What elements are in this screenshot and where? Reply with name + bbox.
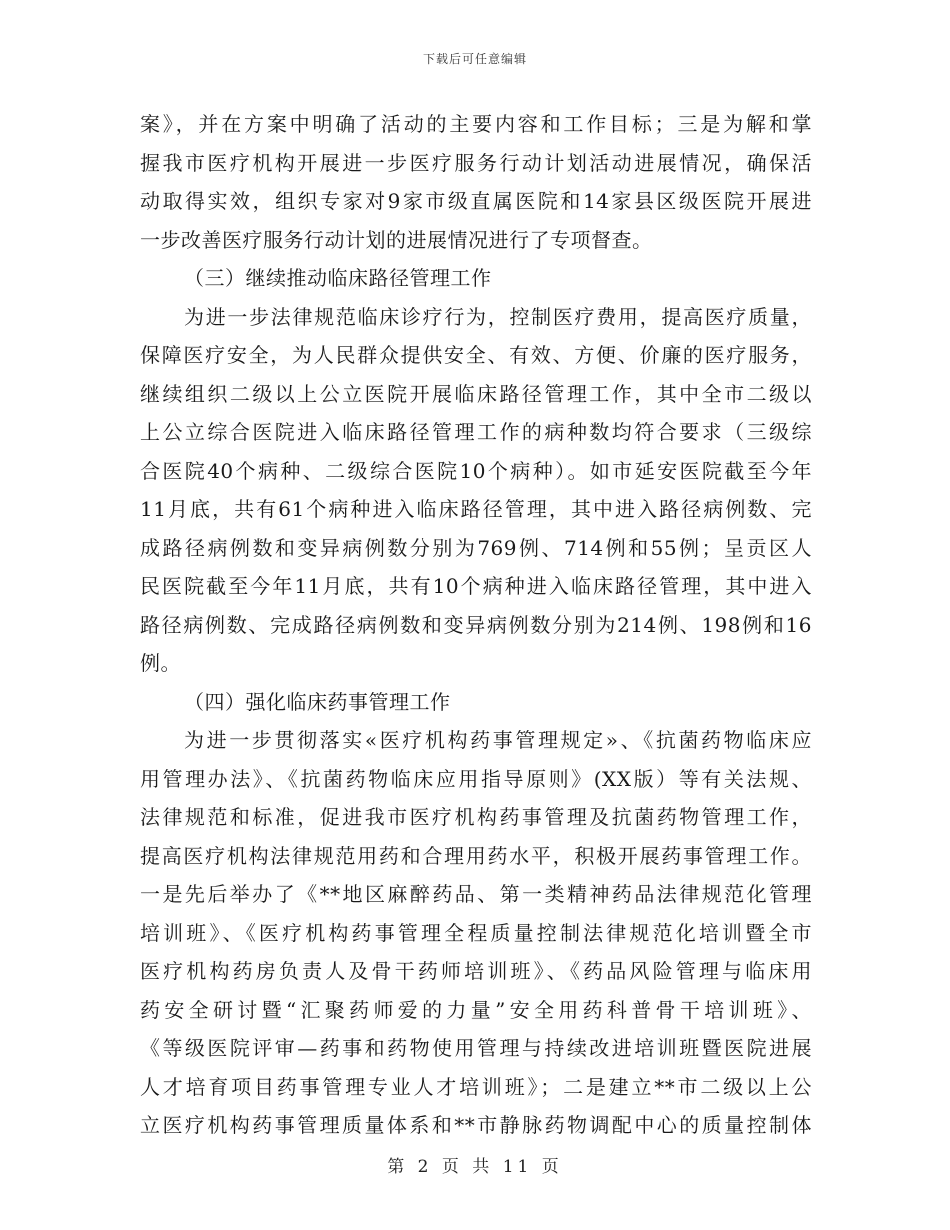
text-line: 提高医疗机构法律规范用药和合理用药水平，积极开展药事管理工作。 <box>140 843 812 868</box>
text-line: 药安全研讨暨“汇聚药师爱的力量”安全用药科普骨干培训班》、 <box>140 997 812 1022</box>
text-line: 为进一步法律规范临床诊疗行为，控制医疗费用，提高医疗质量， <box>184 304 812 329</box>
text-line: 法律规范和标准，促进我市医疗机构药事管理及抗菌药物管理工作， <box>140 805 812 829</box>
text-line: 动取得实效，组织专家对9家市级直属医院和14家县区级医院开展进 <box>140 189 812 213</box>
text-line: 一步改善医疗服务行动计划的进展情况进行了专项督查。 <box>140 227 653 252</box>
text-line: 成路径病例数和变异病例数分别为769例、714例和55例；呈贡区人 <box>140 535 812 560</box>
text-line: 握我市医疗机构开展进一步医疗服务行动计划活动进展情况，确保活 <box>140 150 812 175</box>
text-line: 《等级医院评审—药事和药物使用管理与持续改进培训班暨医院进展 <box>140 1036 812 1060</box>
text-line: 路径病例数、完成路径病例数和变异病例数分别为214例、198例和16 <box>140 612 812 637</box>
text-line: 保障医疗安全，为人民群众提供安全、有效、方便、价廉的医疗服务， <box>140 343 812 367</box>
text-line: 医疗机构药房负责人及骨干药师培训班》、《药品风险管理与临床用 <box>140 959 812 983</box>
text-line: 继续组织二级以上公立医院开展临床路径管理工作，其中全市二级以 <box>140 381 812 406</box>
text-line: 案》，并在方案中明确了活动的主要内容和工作目标；三是为解和掌 <box>140 112 812 136</box>
text-line: （三）继续推动临床路径管理工作 <box>184 266 492 290</box>
text-line: 民医院截至今年11月底，共有10个病种进入临床路径管理，其中进入 <box>140 574 812 598</box>
text-line: 培训班》、《医疗机构药事管理全程质量控制法律规范化培训暨全市 <box>140 920 812 945</box>
text-line: 人才培育项目药事管理专业人才培训班》；二是建立**市二级以上公 <box>140 1074 812 1099</box>
text-line: 上公立综合医院进入临床路径管理工作的病种数均符合要求（三级综 <box>140 420 812 444</box>
document-body <box>140 105 812 1145</box>
text-line: 立医疗机构药事管理质量体系和**市静脉药物调配中心的质量控制体 <box>140 1113 812 1137</box>
text-line: 合医院40个病种、二级综合医院10个病种）。如市延安医院截至今年 <box>140 458 812 483</box>
text-line: 为进一步贯彻落实«医疗机构药事管理规定»、《抗菌药物临床应 <box>184 728 812 752</box>
text-line: 用管理办法》、《抗菌药物临床应用指导原则》(XX版）等有关法规、 <box>140 766 812 791</box>
page-header: 下载后可任意编辑 <box>422 52 527 66</box>
page-footer: 第 2 页 共 11 页 <box>387 1157 563 1177</box>
text-line: 11月底，共有61个病种进入临床路径管理，其中进入路径病例数、完 <box>140 497 812 521</box>
text-line: （四）强化临床药事管理工作 <box>184 689 451 714</box>
text-line: 例。 <box>140 651 181 675</box>
text-line: 一是先后举办了《**地区麻醉药品、第一类精神药品法律规范化管理 <box>140 882 812 906</box>
